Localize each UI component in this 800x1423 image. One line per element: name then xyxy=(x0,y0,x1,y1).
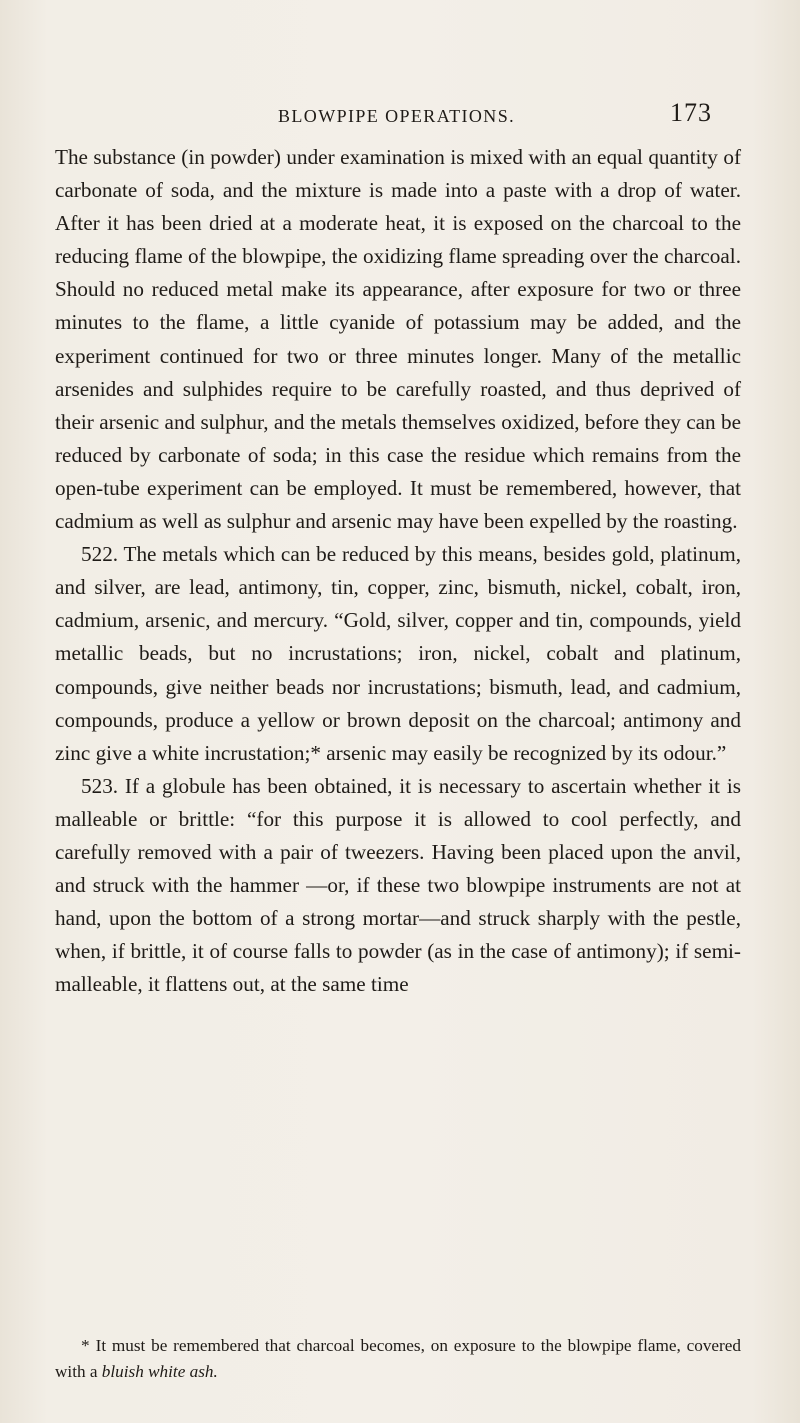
running-head xyxy=(278,106,668,127)
paragraph-523: 523. If a globule has been obtained, it is necessary to ascertain whether it is malleable or brittle: “for this purpose it is allowed to cool perfectly, and carefully removed with a pair of tweezers. Having been placed upon the anvil, and struck with the hammer —or, if these two blowpipe instruments are not at hand, upon the bottom of a strong mortar—and struck sharply with the pestle, when, if brittle, it of course falls to powder (as in the case of antimony); if semi-malleable, it flattens out, at the same time xyxy=(55,773,741,997)
running-head-title: BLOWPIPE OPERATIONS. xyxy=(278,106,516,126)
footnote xyxy=(55,1333,741,1385)
footnote-italic-text: bluish white ash. xyxy=(101,1362,218,1381)
body-text xyxy=(55,141,741,1001)
paragraph-522: 522. The metals which can be reduced by this means, besides gold, platinum, and silver, are lead, antimony, tin, copper, zinc, bismuth, nickel, cobalt, iron, cadmium, arsenic, and mercury. “Gold, silver, copper and tin, compounds, yield metallic beads, but no incrustations; iron, nickel, cobalt and platinum, compounds, give neither beads nor incrustations; bismuth, lead, and cadmium, compounds, produce a yellow or brown deposit on the charcoal; antimony and zinc give a white incrustation;* arsenic may easily be recognized by its odour.” xyxy=(55,542,741,765)
footnote-marker: * xyxy=(81,1336,90,1355)
page-number: 173 xyxy=(670,98,712,127)
paragraph-intro: The substance (in powder) under examination is mixed with an equal quantity of carbonate of soda, and the mixture is made into a paste with a drop of water. After it has been dried at a moderate heat, it is exposed on the charcoal to the reducing flame of the blowpipe, the oxidizing flame spreading over the charcoal. Should no reduced metal make its appearance, after exposure for two or three minutes to the flame, a little cyanide of potassium may be added, and the experiment continued for two or three minutes longer. Many of the metallic arsenides and sulphides require to be carefully roasted, and thus deprived of their arsenic and sulphur, and the metals themselves oxidized, before they can be reduced by carbonate of soda; in this case the residue which remains from the open-tube experiment can be employed. It must be remembered, however, that cadmium as well as sulphur and arsenic may have been expelled by the roasting. xyxy=(55,145,741,534)
footnote-text: It must be remembered that charcoal becomes, on exposure to the blowpipe flame, covered with a xyxy=(55,1336,741,1381)
